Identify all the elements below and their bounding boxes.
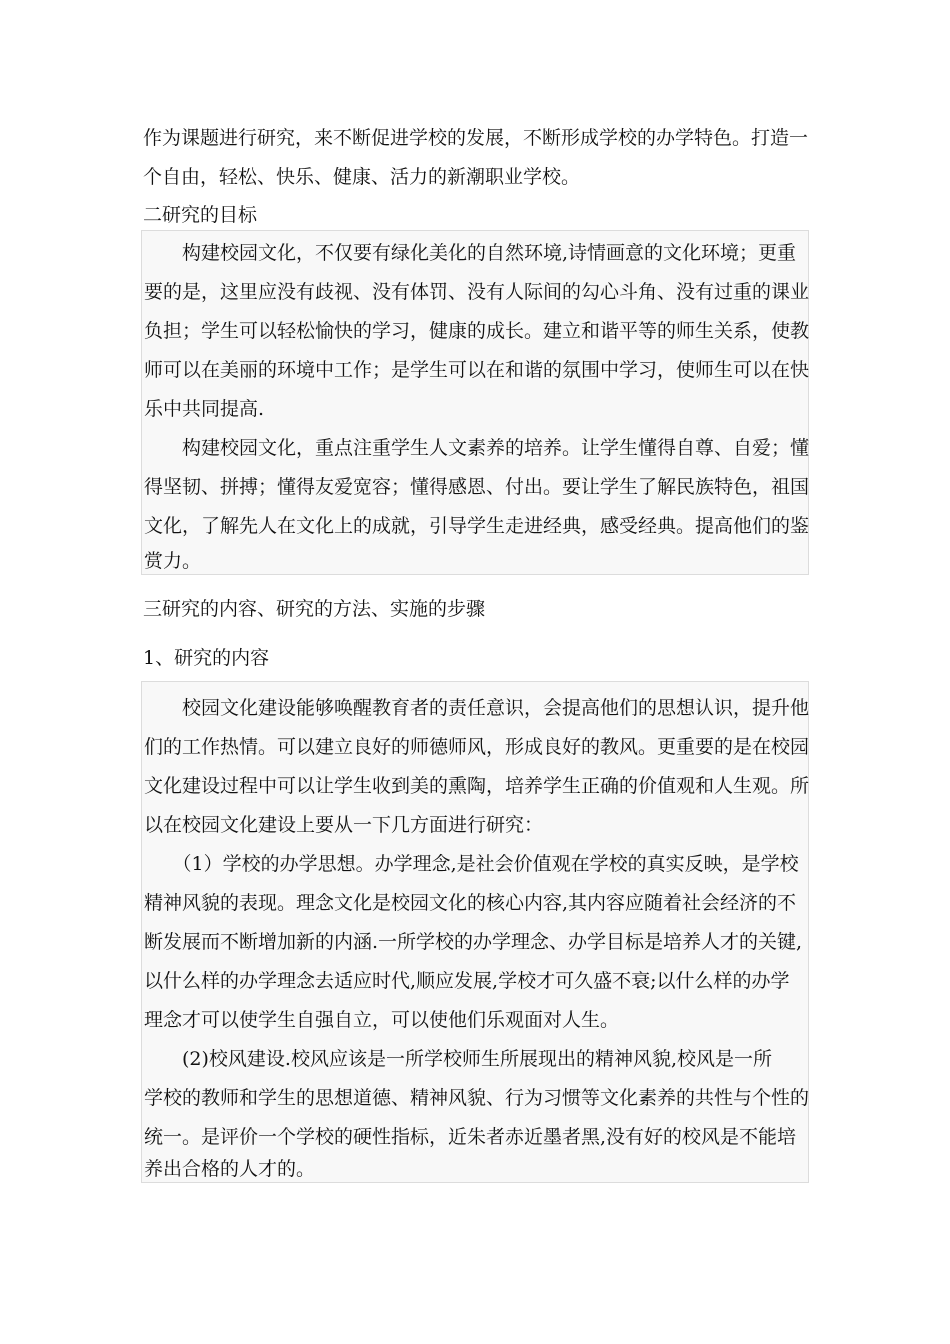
goals-para1-line: 负担；学生可以轻松愉快的学习，健康的成长。建立和谐平等的师生关系，使教 bbox=[144, 320, 810, 342]
goals-para1-line: 乐中共同提高. bbox=[144, 398, 265, 420]
content-para2-line: 断发展而不断增加新的内涵.一所学校的办学理念、办学目标是培养人才的关键, bbox=[144, 931, 803, 953]
goals-text-box bbox=[141, 230, 809, 575]
goals-para2-line: 文化，了解先人在文化上的成就，引导学生走进经典，感受经典。提高他们的鉴 bbox=[144, 515, 810, 537]
content-para3-line: 学校的教师和学生的思想道德、精神风貌、行为习惯等文化素养的共性与个性的 bbox=[144, 1087, 810, 1109]
goals-para2-line: 赏力。 bbox=[144, 550, 202, 572]
content-para1-line: 校园文化建设能够唤醒教育者的责任意识，会提高他们的思想认识，提升他 bbox=[144, 697, 810, 719]
content-text-box bbox=[141, 681, 809, 1183]
section-heading-goals: 二研究的目标 bbox=[143, 204, 258, 226]
content-para2-line: 以什么样的办学理念去适应时代,顺应发展,学校才可久盛不衰;以什么样的办学 bbox=[144, 970, 790, 992]
goals-para2-line: 构建校园文化，重点注重学生人文素养的培养。让学生懂得自尊、自爱；懂 bbox=[144, 437, 810, 459]
section-heading-content: 三研究的内容、研究的方法、实施的步骤 bbox=[143, 598, 486, 620]
content-para3-line: 养出合格的人才的。 bbox=[144, 1158, 316, 1180]
intro-line: 作为课题进行研究，来不断促进学校的发展，不断形成学校的办学特色。打造一 bbox=[143, 127, 809, 149]
goals-para1-line: 构建校园文化，不仅要有绿化美化的自然环境,诗情画意的文化环境；更重 bbox=[144, 242, 797, 264]
goals-para1-line: 要的是，这里应没有歧视、没有体罚、没有人际间的勾心斗角、没有过重的课业 bbox=[144, 281, 810, 303]
goals-para1-line: 师可以在美丽的环境中工作；是学生可以在和谐的氛围中学习，使师生可以在快 bbox=[144, 359, 810, 381]
content-para2-line: 精神风貌的表现。理念文化是校园文化的核心内容,其内容应随着社会经济的不 bbox=[144, 892, 797, 914]
content-para1-line: 以在校园文化建设上要从一下几方面进行研究： bbox=[144, 814, 544, 836]
content-para3-line: 统一。是评价一个学校的硬性指标，近朱者赤近墨者黑,没有好的校风是不能培 bbox=[144, 1126, 797, 1148]
content-para3-line: (2)校风建设.校风应该是一所学校师生所展现出的精神风貌,校风是一所 bbox=[144, 1048, 772, 1070]
content-para2-line: （1）学校的办学思想。办学理念,是社会价值观在学校的真实反映，是学校 bbox=[144, 853, 799, 875]
content-para1-line: 文化建设过程中可以让学生收到美的熏陶，培养学生正确的价值观和人生观。所 bbox=[144, 775, 810, 797]
subsection-heading-content: 1、研究的内容 bbox=[143, 647, 270, 669]
content-para2-line: 理念才可以使学生自强自立，可以使他们乐观面对人生。 bbox=[144, 1009, 620, 1031]
goals-para2-line: 得坚韧、拼搏；懂得友爱宽容；懂得感恩、付出。要让学生了解民族特色，祖国 bbox=[144, 476, 810, 498]
content-para1-line: 们的工作热情。可以建立良好的师德师风，形成良好的教风。更重要的是在校园 bbox=[144, 736, 810, 758]
intro-line: 个自由，轻松、快乐、健康、活力的新潮职业学校。 bbox=[143, 166, 581, 188]
